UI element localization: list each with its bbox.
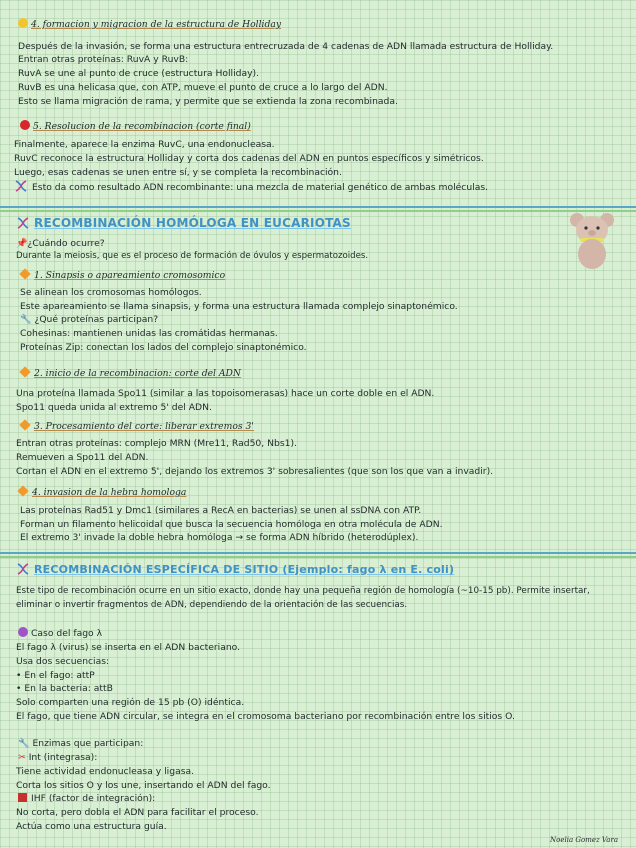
text-line: Cortan el ADN en el extremo 5', dejando los extremos 3' sobresalientes (que son los que van a invadir). (16, 466, 494, 477)
text-line: Entran otras proteínas: RuvA y RuvB: (18, 54, 189, 65)
enzymes-title: 🔧 Enzimas que participan: (18, 738, 144, 749)
text-line: Proteínas Zip: conectan los lados del complejo sinaptonémico. (20, 342, 307, 353)
divider (0, 206, 636, 208)
text-line: Forman un filamento helicoidal que busca la secuencia homóloga en otra molécula de ADN. (20, 519, 443, 530)
text-line: Esto se llama migración de rama, y permite que se extienda la zona recombinada. (18, 96, 398, 107)
divider (0, 210, 636, 212)
purple-circle-icon (18, 627, 28, 637)
pushpin-icon: 📌 (16, 238, 28, 249)
text-line: • En la bacteria: attB (16, 683, 113, 694)
when-question: 📌¿Cuándo ocurre? (16, 238, 105, 249)
red-circle-icon (20, 120, 30, 130)
dna-icon (14, 180, 28, 192)
signature: Noelia Gomez Vara (550, 836, 618, 844)
wrench-icon: 🔧 (20, 314, 32, 325)
text-line: El fago, que tiene ADN circular, se integra en el cromosoma bacteriano por recombinación entre los sitios O. (16, 711, 515, 722)
text-line: Una proteína llamada Spo11 (similar a las topoisomerasas) hace un corte doble en el ADN. (16, 388, 435, 399)
text-line: El fago λ (virus) se inserta en el ADN bacteriano. (16, 642, 241, 653)
text-line: Corta los sitios O y los une, insertando el ADN del fago. (16, 780, 271, 791)
text-line: Durante la meiosis, que es el proceso de formación de óvulos y espermatozoides. (16, 251, 369, 261)
divider (0, 556, 636, 558)
site-specific-heading: RECOMBINACIÓN ESPECÍFICA DE SITIO (Ejemplo: fago λ en E. coli) (16, 563, 454, 576)
eukaryotes-heading: RECOMBINACIÓN HOMÓLOGA EN EUCARIOTAS (16, 216, 351, 230)
section4-title: 4. formacion y migracion de la estructura de Holliday (18, 18, 281, 31)
text-line: Este tipo de recombinación ocurre en un sitio exacto, donde hay una pequeña región de homología (~10-15 pb). Permite insertar, (16, 586, 590, 596)
text-line: Usa dos secuencias: (16, 656, 110, 667)
text-line: Entran otras proteínas: complejo MRN (Mre11, Rad50, Nbs1). (16, 438, 297, 449)
text-line: eliminar o invertir fragmentos de ADN, dependiendo de la orientación de las secuencias. (16, 600, 408, 610)
text-line: • En el fago: attP (16, 670, 95, 681)
text-line: No corta, pero dobla el ADN para facilitar el proceso. (16, 807, 259, 818)
step2-title: 2. inicio de la recombinacion: corte del ADN (18, 367, 241, 380)
orange-diamond-icon (19, 268, 30, 279)
scissors-icon: ✂ (18, 752, 26, 763)
section5-title: 5. Resolucion de la recombinacion (corte final) (20, 120, 251, 133)
text-line: RuvC reconoce la estructura Holliday y corta dos cadenas del ADN en puntos específicos y simétricos. (14, 153, 484, 164)
result-line: Esto da como resultado ADN recombinante: una mezcla de material genético de ambas moléculas. (14, 180, 488, 194)
text-line: Se alinean los cromosomas homólogos. (20, 287, 202, 298)
proteins-question: 🔧 ¿Qué proteínas participan? (20, 314, 159, 325)
orange-diamond-icon (19, 419, 30, 430)
brick-icon (18, 793, 27, 802)
teddy-bear-sticker-icon (568, 210, 616, 272)
dna-icon (16, 217, 30, 229)
text-line: Spo11 queda unida al extremo 5' del ADN. (16, 402, 212, 413)
divider (0, 552, 636, 554)
text-line: Tiene actividad endonucleasa y ligasa. (16, 766, 195, 777)
step3-title: 3. Procesamiento del corte: liberar extremos 3' (18, 420, 254, 433)
step1-title: 1. Sinapsis o apareamiento cromosomico (18, 269, 225, 282)
text-line: Remueven a Spo11 del ADN. (16, 452, 149, 463)
text-line: Luego, esas cadenas se unen entre sí, y se completa la recombinación. (14, 167, 342, 178)
case-title: Caso del fago λ (18, 627, 102, 640)
yellow-circle-icon (18, 18, 28, 28)
ihf-title: IHF (factor de integración): (18, 792, 155, 805)
text-line: Este apareamiento se llama sinapsis, y forma una estructura llamada complejo sinaptonémico. (20, 301, 458, 312)
step4-title: 4. invasion de la hebra homologa (16, 486, 186, 499)
wrench-icon: 🔧 (18, 738, 30, 749)
text-line: Solo comparten una región de 15 pb (O) idéntica. (16, 697, 245, 708)
text-line: El extremo 3' invade la doble hebra homóloga → se forma ADN híbrido (heterodúplex). (20, 532, 419, 543)
text-line: Las proteínas Rad51 y Dmc1 (similares a RecA en bacterias) se unen al ssDNA con ATP. (20, 505, 422, 516)
text-line: Cohesinas: mantienen unidas las cromátidas hermanas. (20, 328, 278, 339)
text-line: Finalmente, aparece la enzima RuvC, una endonucleasa. (14, 139, 275, 150)
text-line: Después de la invasión, se forma una estructura entrecruzada de 4 cadenas de ADN llamada estructura de Holliday. (18, 41, 554, 52)
orange-diamond-icon (19, 366, 30, 377)
int-title: ✂ Int (integrasa): (18, 752, 98, 763)
text-line: Actúa como una estructura guía. (16, 821, 167, 832)
text-line: RuvB es una helicasa que, con ATP, mueve el punto de cruce a lo largo del ADN. (18, 82, 388, 93)
text-line: RuvA se une al punto de cruce (estructura Holliday). (18, 68, 260, 79)
dna-icon (16, 563, 30, 575)
orange-diamond-icon (17, 485, 28, 496)
